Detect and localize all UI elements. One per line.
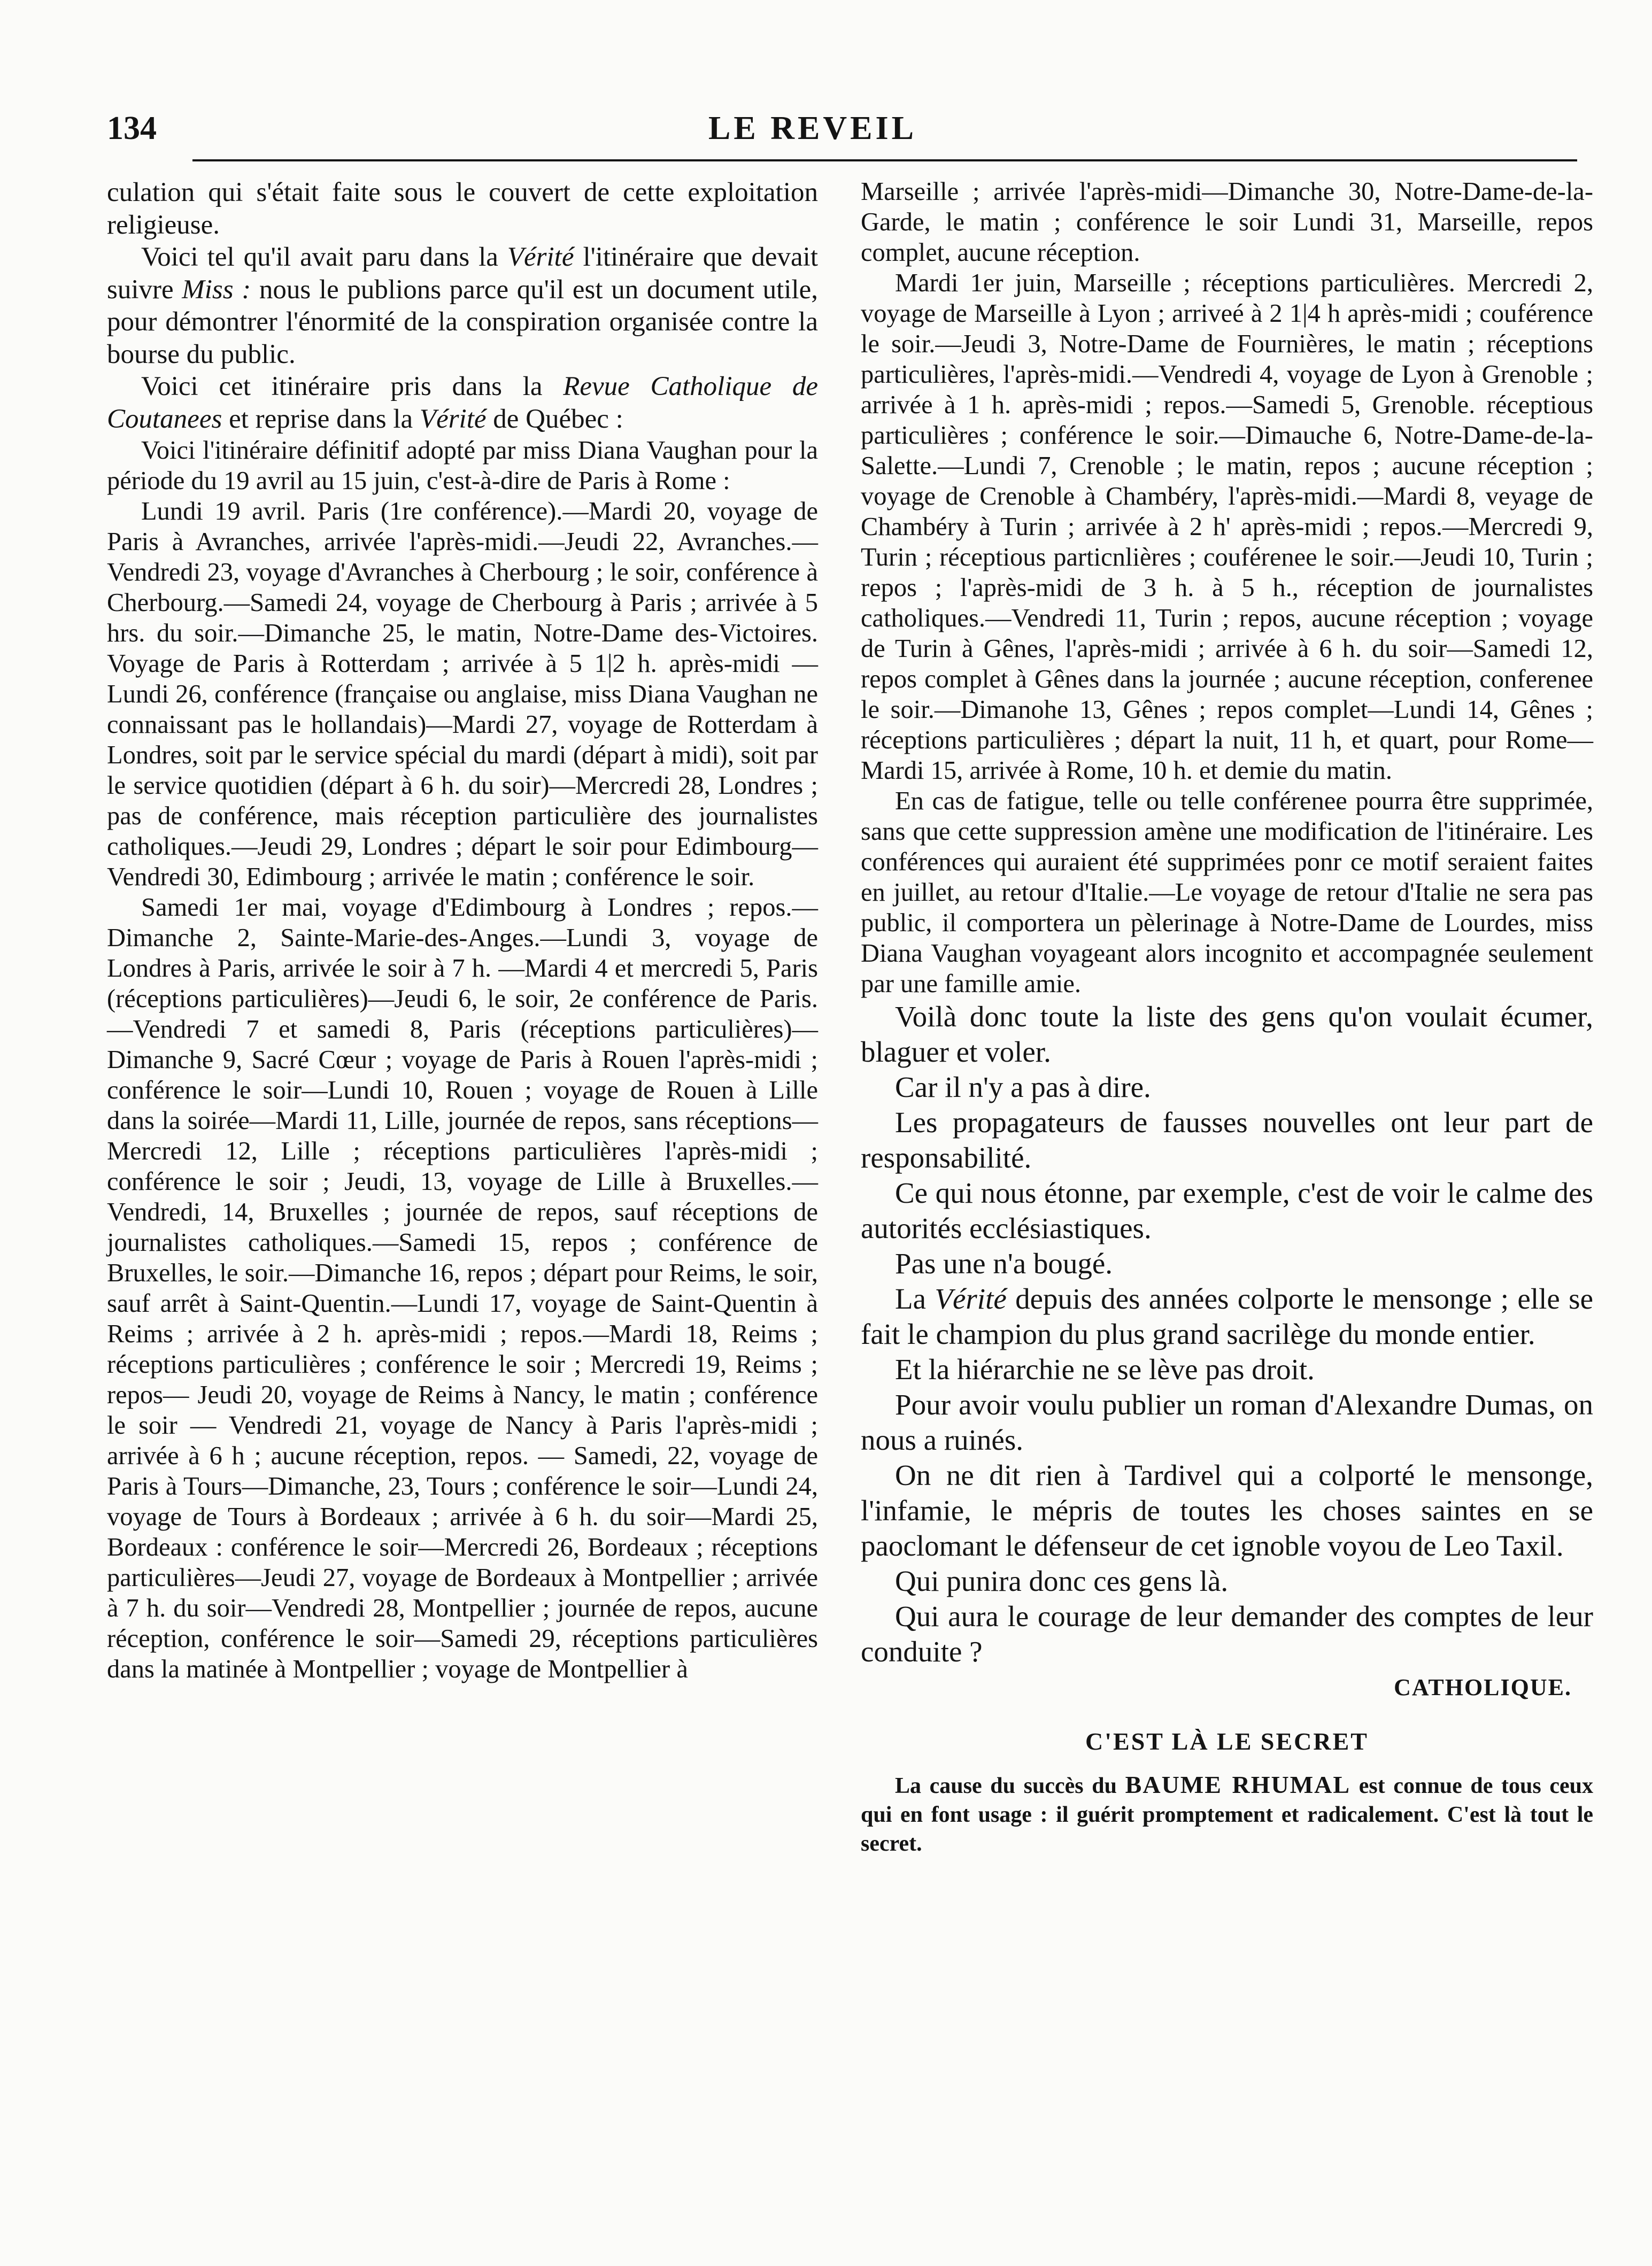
paragraph-comment: Pour avoir voulu publier un roman d'Alexandre Dumas, on nous a ruinés. [861, 1388, 1593, 1456]
newspaper-title: LE REVEIL [708, 110, 917, 146]
page-number: 134 [107, 110, 157, 146]
header-rule [192, 159, 1577, 161]
paragraph-itinerary-may-end: Marseille ; arrivée l'après-midi—Dimanche 30, Notre-Dame-de-la-Garde, le matin ; conférence le soir Lundi 31, Marseille, repos complet, aucune réception. [861, 177, 1593, 267]
paragraph-fatigue-note: En cas de fatigue, telle ou telle conférenee pourra être supprimée, sans que cette suppression amène une modification de l'itinéraire. Les conférences qui auraient été supprimées ponr ce motif seraient faites en juillet, au retour d'Italie.—Le voyage de retour d'Italie ne sera pas public, il comportera un pèlerinage à Notre-Dame de Lourdes, miss Diana Vaughan voyageant alors incognito et accompagnée seulement par une famille amie. [861, 787, 1593, 998]
paragraph-comment: On ne dit rien à Tardivel qui a colporté le mensonge, l'infamie, le mépris de toutes les choses saintes en se paoclomant le défenseur de cet ignoble voyou de Leo Taxil. [861, 1459, 1593, 1562]
signature: CATHOLIQUE. [1394, 1674, 1572, 1700]
ad-title: C'EST LÀ LE SECRET [1085, 1727, 1369, 1755]
paragraph-itinerary-june: Mardi 1er juin, Marseille ; réceptions particulières. Mercredi 2, voyage de Marseille à Lyon ; arriveé à 2 1|4 h après-midi ; couférence le soir.—Jeudi 3, Notre-Dame de Fournières, le matin ; réceptions particulières, l'après-midi.—Vendredi 4, voyage de Lyon à Grenoble ; arrivée à 1 h. après-midi ; repos.—Samedi 5, Grenoble. réceptious particulières ; conférence le soir.—Dimauche 6, Notre-Dame-de-la-Salette.—Lundi 7, Crenoble ; le matin, repos ; aucune réception ; voyage de Crenoble à Chambéry, l'après-midi.—Mardi 8, veyage de Chambéry à Turin ; arrivée à 2 h' après-midi ; repos.—Mercredi 9, Turin ; réceptious particnlières ; couférenee le soir.—Jeudi 10, Turin ; repos ; l'après-midi de 3 h. à 5 h., réception de journalistes catholiques.—Vendredi 11, Turin ; repos, aucune réception ; voyage de Turin à Gênes, l'après-midi ; arrivée à 6 h. du soir—Samedi 12, repos complet à Gênes dans la journée ; aucune réception, conferenee le soir.—Dimanohe 13, Gênes ; repos complet—Lundi 14, Gênes ; réceptions particulières ; départ la nuit, 11 h, et quart, pour Rome—Mardi 15, arrivée à Rome, 10 h. et demie du matin. [861, 269, 1593, 785]
paragraph-comment: Ce qui nous étonne, par exemple, c'est de voir le calme des autorités ecclésiastiques. [861, 1177, 1593, 1244]
paragraph-comment: Pas une n'a bougé. [895, 1247, 1113, 1280]
italic-verite: Vérité [507, 242, 574, 272]
italic-verite: Vérité [935, 1282, 1007, 1315]
paragraph-comment: Qui aura le courage de leur demander des comptes de leur conduite ? [861, 1600, 1593, 1668]
paragraph-comment: Qui punira donc ces gens là. [895, 1565, 1229, 1597]
paragraph-comment: Les propagateurs de fausses nouvelles ont leur part de responsabilité. [861, 1106, 1593, 1174]
paragraph-intro: Voici tel qu'il avait paru dans la Vérité l'itinéraire que devait suivre Miss : nous le publions parce qu'il est un document utile, pour démontrer l'énormité de la conspiration organisée contre la bourse du public. [107, 242, 818, 369]
italic-revue: Revue Catholique de Coutanees [107, 372, 818, 434]
paragraph-comment: Et la hiérarchie ne se lève pas droit. [895, 1353, 1315, 1386]
paragraph-comment: La Vérité depuis des années colporte le mensonge ; elle se fait le champion du plus grand sacrilège du monde entier. [861, 1282, 1593, 1350]
paragraph-itinerary-intro: Voici l'itinéraire définitif adopté par miss Diana Vaughan pour la période du 19 avril au 15 juin, c'est-à-dire de Paris à Rome : [107, 436, 818, 495]
paragraph-itinerary-april: Lundi 19 avril. Paris (1re conférence).—Mardi 20, voyage de Paris à Avranches, arrivée l'après-midi.—Jeudi 22, Avranches.—Vendredi 23, voyage d'Avranches à Cherbourg ; le soir, conférence à Cherbourg.—Samedi 24, voyage de Cherbourg à Paris ; arrivée à 5 hrs. du soir.—Dimanche 25, le matin, Notre-Dame des-Victoires. Voyage de Paris à Rotterdam ; arrivée à 5 1|2 h. après-midi — Lundi 26, conférence (française ou anglaise, miss Diana Vaughan ne connaissant pas le hollandais)—Mardi 27, voyage de Rotterdam à Londres, soit par le service spécial du mardi (départ à midi), soit par le service quotidien (départ à 6 h. du soir)—Mercredi 28, Londres ; pas de conférence, mais réception particulière des journalistes catholiques.—Jeudi 29, Londres ; départ le soir pour Edimbourg—Vendredi 30, Edimbourg ; arrivée le matin ; conférence le soir. [107, 497, 818, 891]
paragraph-itinerary-may: Samedi 1er mai, voyage d'Edimbourg à Londres ; repos.—Dimanche 2, Sainte-Marie-des-Anges.—Lundi 3, voyage de Londres à Paris, arrivée le soir à 7 h. —Mardi 4 et mercredi 5, Paris (réceptions particulières)—Jeudi 6, le soir, 2e conférence de Paris.—Vendredi 7 et samedi 8, Paris (réceptions particulières)—Dimanche 9, Sacré Cœur ; voyage de Paris à Rouen l'après-midi ; conférence le soir—Lundi 10, Rouen ; voyage de Rouen à Lille dans la soirée—Mardi 11, Lille, journée de repos, sans réceptions—Mercredi 12, Lille ; réceptions particulières l'après-midi ; conférence le soir ; Jeudi, 13, voyage de Lille à Bruxelles.—Vendredi, 14, Bruxelles ; journée de repos, sauf réceptions de journalistes catholiques.—Samedi 15, repos ; conférence de Bruxelles, le soir.—Dimanche 16, repos ; départ pour Reims, le soir, sauf arrêt à Saint-Quentin.—Lundi 17, voyage de Saint-Quentin à Reims ; arrivée à 2 h. après-midi ; repos.—Mardi 18, Reims ; réceptions particulières ; conférence le soir ; Mercredi 19, Reims ; repos— Jeudi 20, voyage de Reims à Nancy, le matin ; conférence le soir — Vendredi 21, voyage de Nancy à Paris l'après-midi ; arrivée à 6 h ; aucune réception, repos. — Samedi, 22, voyage de Paris à Tours—Dimanche, 23, Tours ; conférence le soir—Lundi 24, voyage de Tours à Bordeaux ; arrivée à 6 h. du soir—Mardi 25, Bordeaux : conférence le soir—Mercredi 26, Bordeaux ; réceptions particulières—Jeudi 27, voyage de Bordeaux à Montpellier ; arrivée à 7 h. du soir—Vendredi 28, Montpellier ; journée de repos, aucune réception, conférence le soir—Samedi 29, réceptions particulières dans la matinée à Montpellier ; voyage de Montpellier à [107, 893, 818, 1683]
left-column [107, 176, 818, 2208]
ad-brand: BAUME RHUMAL [1125, 1771, 1351, 1798]
right-column [861, 176, 1593, 2208]
italic-verite: Vérité [419, 404, 487, 434]
ad-body: La cause du succès du BAUME RHUMAL est connue de tous ceux qui en font usage : il guérit promptement et radicalement. C'est là tout le secret. [861, 1771, 1594, 1856]
italic-miss: Miss : [182, 274, 251, 305]
paragraph-comment: Voilà donc toute la liste des gens qu'on voulait écumer, blaguer et voler. [861, 1000, 1593, 1068]
paragraph-source: Voici cet itinéraire pris dans la Revue Catholique de Coutanees et reprise dans la Vérité de Québec : [107, 372, 818, 434]
paragraph-comment: Car il n'y a pas à dire. [895, 1071, 1151, 1103]
paragraph-continuation: culation qui s'était faite sous le couvert de cette exploitation religieuse. [107, 177, 818, 240]
